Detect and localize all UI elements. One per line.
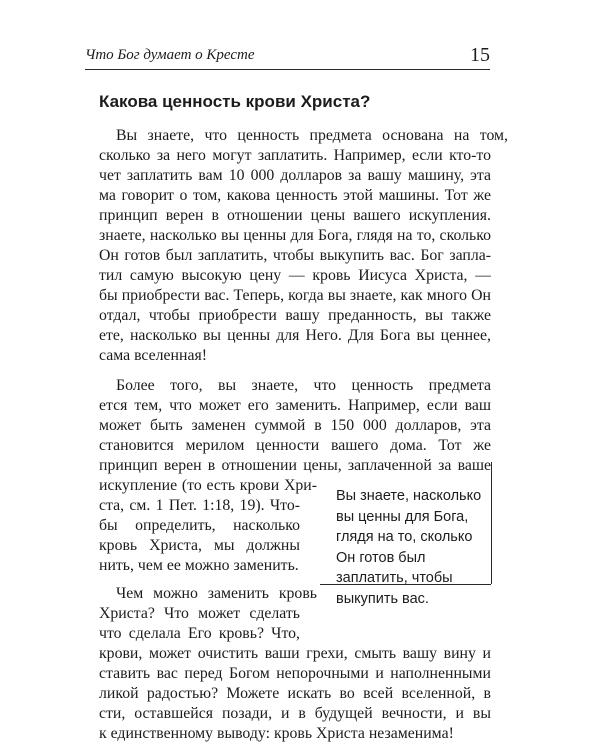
body-line: Он готов был заплатить, чтобы выкупить вас. Бог запла- bbox=[99, 247, 491, 264]
body-line: тил самую высокую цену — кровь Иисуса Христа, — bbox=[99, 267, 491, 284]
pull-quote bbox=[336, 486, 481, 610]
pull-quote-line: заплатить, чтобы bbox=[336, 570, 453, 587]
body-line: что сделала Его кровь? Что, bbox=[99, 625, 300, 642]
body-line: становится мерилом ценности вашего дома. Тот же bbox=[99, 437, 491, 454]
body-line: принцип верен в отношении цены, заплаченной за ваше bbox=[99, 457, 491, 474]
pull-quote-line: вы ценны для Бога, bbox=[336, 508, 469, 525]
body-line: ется тем, что может его заменить. Например, если ваш bbox=[99, 397, 491, 414]
body-line: сколько за него могут заплатить. Например, если кто-то bbox=[99, 147, 491, 164]
body-line: может быть заменен суммой в 150 000 долларов, эта bbox=[99, 417, 491, 434]
header-rule bbox=[85, 69, 490, 70]
body-line: бы определить, насколько bbox=[99, 517, 300, 534]
body-line: ставить вас перед Богом непорочными и наполненными bbox=[99, 665, 491, 682]
body-line: ста, см. 1 Пет. 1:18, 19). Что- bbox=[99, 497, 300, 514]
page-number: 15 bbox=[470, 44, 490, 66]
body-line: бы приобрести вас. Теперь, когда вы знаете, как много Он bbox=[99, 287, 491, 304]
body-line: отдал, чтобы приобрести вашу преданность, вы также bbox=[99, 307, 491, 324]
body-line: Более того, вы знаете, что ценность предмета bbox=[116, 377, 491, 394]
pull-quote-vertical-rule bbox=[491, 462, 492, 584]
body-line: крови, может очистить ваши грехи, смыть вашу вину и bbox=[99, 645, 491, 662]
pull-quote-line: глядя на то, сколько bbox=[336, 529, 473, 546]
running-title: Что Бог думает о Кресте bbox=[85, 47, 255, 63]
body-line: искупление (то есть крови Хри- bbox=[99, 477, 317, 494]
body-line: принцип верен в отношении цены вашего искупления. bbox=[99, 207, 491, 224]
body-line: сама вселенная! bbox=[99, 347, 207, 364]
pull-quote-horizontal-rule bbox=[320, 584, 491, 585]
body-line: ликой радостью? Можете искать во всей вселенной, в bbox=[99, 685, 491, 702]
body-line: знаете, насколько вы ценны для Бога, глядя на то, сколько bbox=[99, 227, 491, 244]
running-head bbox=[85, 44, 490, 70]
body-line: Христа? Что может сделать bbox=[99, 605, 300, 622]
body-line: Чем можно заменить кровь bbox=[116, 585, 317, 602]
section-heading: Какова ценность крови Христа? bbox=[99, 92, 371, 111]
body-line: чет заплатить вам 10 000 долларов за вашу машину, эта bbox=[99, 167, 491, 184]
body-line: Вы знаете, что ценность предмета основана на том, bbox=[116, 127, 508, 144]
pull-quote-line: Он готов был bbox=[336, 549, 426, 566]
body-line: к единственному выводу: кровь Христа незаменима! bbox=[99, 725, 454, 742]
body-line: кровь Христа, мы должны bbox=[99, 537, 300, 554]
pull-quote-line: Вы знаете, насколько bbox=[336, 488, 482, 504]
body-line: ма говорит о том, какова ценность этой машины. Тот же bbox=[99, 187, 491, 204]
body-line: ете, насколько вы ценны для Него. Для Бога вы ценнее, bbox=[99, 327, 491, 344]
body-line: сти, оставшейся позади, и в будущей вечности, и вы bbox=[99, 705, 491, 722]
body-line: нить, чем ее можно заменить. bbox=[99, 557, 299, 574]
pull-quote-line: выкупить вас. bbox=[336, 590, 429, 607]
